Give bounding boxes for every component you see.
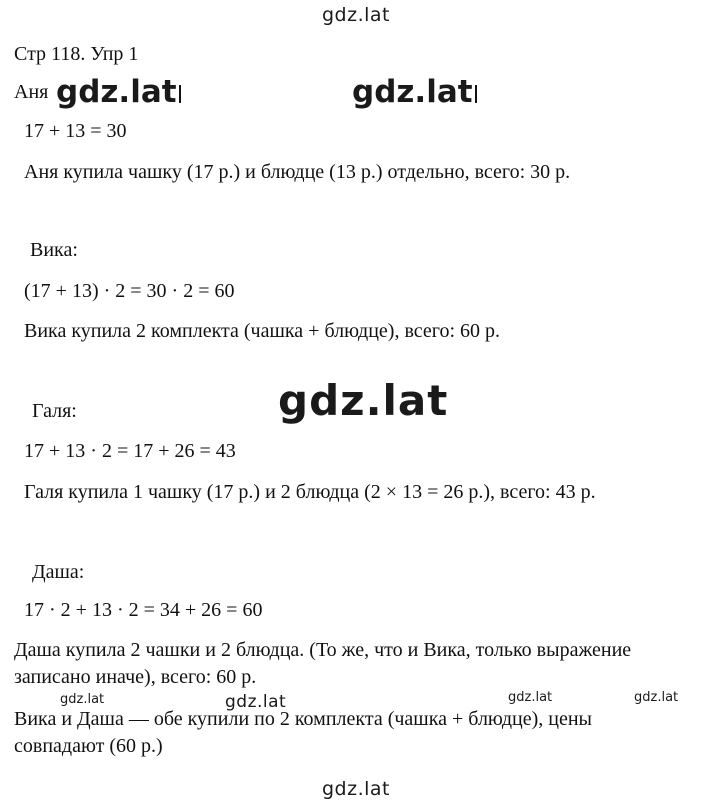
dasha-expression: 17 · 2 + 13 · 2 = 34 + 26 = 60 xyxy=(24,599,263,621)
vika-name: Вика: xyxy=(30,239,78,261)
galya-name: Галя: xyxy=(32,400,77,422)
conclusion-line2: совпадают (60 р.) xyxy=(14,735,163,757)
vika-explanation: Вика купила 2 комплекта (чашка + блюдце), всего: 60 р. xyxy=(24,320,501,342)
anya-expression: 17 + 13 = 30 xyxy=(24,120,127,142)
galya-explanation: Галя купила 1 чашку (17 р.) и 2 блюдца (2 × 13 = 26 р.), всего: 43 р. xyxy=(24,481,596,503)
vika-expression: (17 + 13) · 2 = 30 · 2 = 60 xyxy=(24,280,235,302)
page-header: Стр 118. Упр 1 xyxy=(14,43,139,65)
watermark-small-3: gdz.lat xyxy=(508,690,553,705)
watermark-top: gdz.lat xyxy=(322,4,391,26)
conclusion-line1: Вика и Даша — обе купили по 2 комплекта (чашка + блюдце), цены xyxy=(14,708,592,730)
watermark-small-1: gdz.lat xyxy=(60,692,105,707)
watermark-small-2: gdz.lat xyxy=(225,692,287,712)
galya-expression: 17 + 13 · 2 = 17 + 26 = 43 xyxy=(24,440,236,462)
dasha-explanation-line1: Даша купила 2 чашки и 2 блюдца. (То же, что и Вика, только выражение xyxy=(14,639,632,661)
text-cursor xyxy=(179,85,181,103)
anya-name: Аня xyxy=(14,81,49,103)
watermark-small-4: gdz.lat xyxy=(634,690,679,705)
watermark-right: gdz.lat xyxy=(352,74,477,110)
dasha-explanation-line2: записано иначе), всего: 60 р. xyxy=(14,666,257,688)
dasha-name: Даша: xyxy=(32,561,85,583)
watermark-left: gdz.lat xyxy=(56,74,181,110)
watermark-bottom: gdz.lat xyxy=(322,778,391,800)
watermark-center: gdz.lat xyxy=(278,376,449,425)
anya-explanation: Аня купила чашку (17 р.) и блюдце (13 р.) отдельно, всего: 30 р. xyxy=(24,161,571,183)
text-cursor xyxy=(475,85,477,103)
